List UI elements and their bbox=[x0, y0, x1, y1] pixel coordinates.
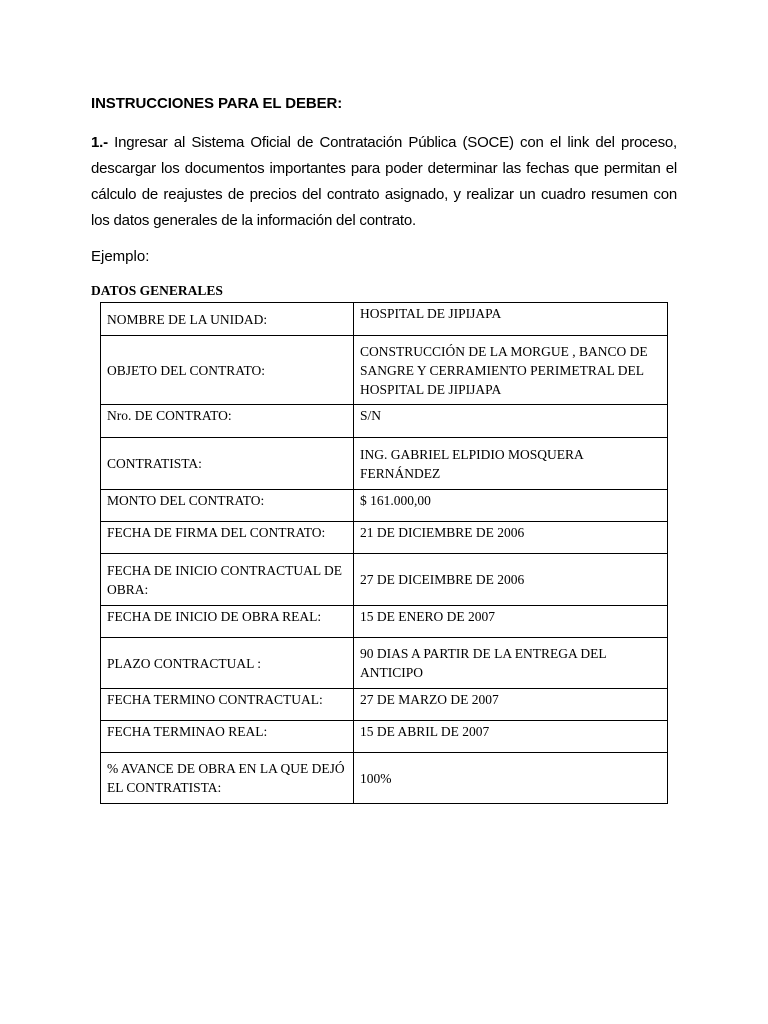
row-value: CONSTRUCCIÓN DE LA MORGUE , BANCO DE SANGRE Y CERRAMIENTO PERIMETRAL DEL HOSPITAL DE JIPIJAPA bbox=[354, 336, 668, 405]
table-row bbox=[101, 638, 668, 689]
section-title: DATOS GENERALES bbox=[91, 283, 223, 298]
row-value: 90 DIAS A PARTIR DE LA ENTREGA DEL ANTICIPO bbox=[354, 638, 668, 689]
row-label: Nro. DE CONTRATO: bbox=[101, 405, 354, 438]
row-value: ING. GABRIEL ELPIDIO MOSQUERA FERNÁNDEZ bbox=[354, 438, 668, 490]
row-value: 27 DE DICEIMBRE DE 2006 bbox=[354, 554, 668, 606]
row-label: NOMBRE DE LA UNIDAD: bbox=[101, 303, 354, 336]
row-label: PLAZO CONTRACTUAL : bbox=[101, 638, 354, 689]
table-row bbox=[101, 490, 668, 522]
row-value: 15 DE ABRIL DE 2007 bbox=[354, 721, 668, 753]
row-value: HOSPITAL DE JIPIJAPA bbox=[354, 303, 668, 336]
row-label: % AVANCE DE OBRA EN LA QUE DEJÓ EL CONTRATISTA: bbox=[101, 753, 354, 804]
table-row bbox=[101, 522, 668, 554]
instruction-paragraph bbox=[91, 130, 677, 234]
table-row bbox=[101, 554, 668, 606]
row-label: FECHA DE INICIO DE OBRA REAL: bbox=[101, 606, 354, 638]
row-label: MONTO DEL CONTRATO: bbox=[101, 490, 354, 522]
row-label: FECHA DE INICIO CONTRACTUAL DE OBRA: bbox=[101, 554, 354, 606]
row-value: 100% bbox=[354, 753, 668, 804]
row-value: S/N bbox=[354, 405, 668, 438]
row-value: 27 DE MARZO DE 2007 bbox=[354, 689, 668, 721]
instruction-text: Ingresar al Sistema Oficial de Contratación Pública (SOCE) con el link del proceso, descargar los documentos importantes para poder determinar las fechas que permitan el cálculo de reajustes de precios del contrato asignado, y realizar un cuadro resumen con los datos generales de la información del contrato. bbox=[91, 134, 677, 229]
instruction-number: 1.- bbox=[91, 134, 108, 151]
table-row bbox=[101, 336, 668, 405]
row-label: CONTRATISTA: bbox=[101, 438, 354, 490]
table-row bbox=[101, 405, 668, 438]
row-value: $ 161.000,00 bbox=[354, 490, 668, 522]
row-label: FECHA TERMINO CONTRACTUAL: bbox=[101, 689, 354, 721]
table-row bbox=[101, 606, 668, 638]
table-row bbox=[101, 721, 668, 753]
table-row bbox=[101, 438, 668, 490]
row-value: 21 DE DICIEMBRE DE 2006 bbox=[354, 522, 668, 554]
page-heading: INSTRUCCIONES PARA EL DEBER: bbox=[91, 95, 343, 112]
example-label: Ejemplo: bbox=[91, 248, 150, 265]
row-label: OBJETO DEL CONTRATO: bbox=[101, 336, 354, 405]
row-label: FECHA TERMINAO REAL: bbox=[101, 721, 354, 753]
general-data-table bbox=[100, 302, 668, 804]
row-label: FECHA DE FIRMA DEL CONTRATO: bbox=[101, 522, 354, 554]
table-row bbox=[101, 303, 668, 336]
table-row bbox=[101, 689, 668, 721]
table-row bbox=[101, 753, 668, 804]
row-value: 15 DE ENERO DE 2007 bbox=[354, 606, 668, 638]
